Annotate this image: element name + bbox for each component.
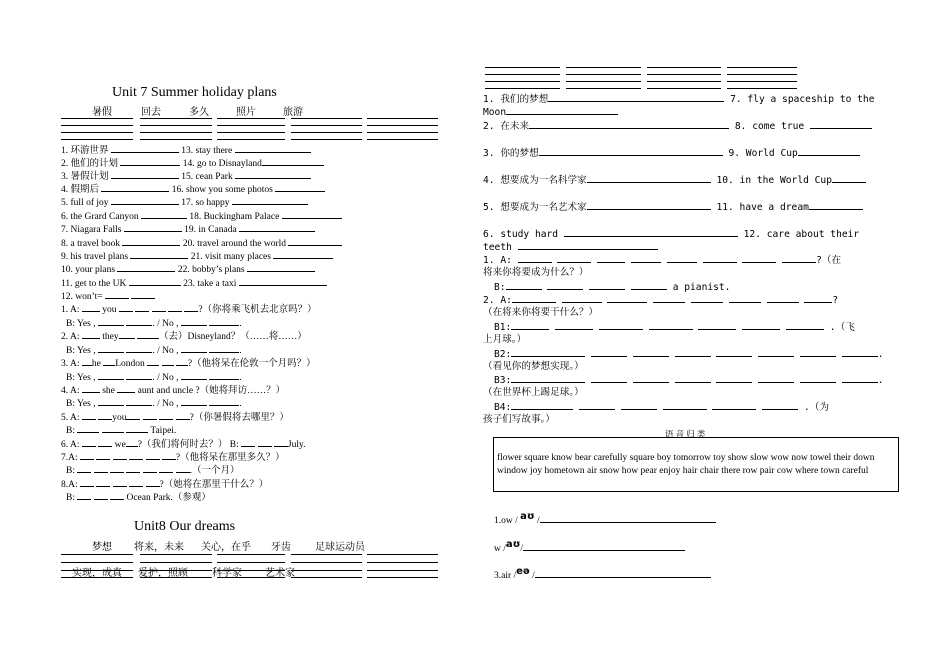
phrase-row: 5. 想要成为一名艺术家 11. have a dream [483, 200, 863, 214]
answer-b4: B4: .（为 [494, 402, 829, 413]
phonics-words: flower square know bear carefully square boy tomorrow toy show slow wow now towel their down window joy hometown air snow how pear enjoy hair chair there row pair cow where town careful [497, 453, 875, 476]
phrase-row: 3. 暑假计划 15. cean Park [61, 169, 311, 184]
vocab-word: 将来，未来 [134, 542, 184, 553]
unit8-title: Unit8 Our dreams [134, 519, 236, 534]
answer-b3-cn: （在世界杯上踢足球。） [483, 387, 584, 398]
phrase-row: 5. full of joy 17. so happy [61, 195, 308, 210]
phrase-row: 12. won’t= [61, 289, 155, 304]
phrase-row: teeth [483, 240, 658, 254]
question-4: 4. A: she aunt and uncle ?（她将拜访……？） [61, 383, 285, 398]
sentence-1-cn: 将来你将要成为什么？） [483, 267, 589, 278]
sentence-2-cn: （在将来你将要干什么？） [483, 307, 599, 318]
phrase-row: 9. his travel plans 21. visit many places [61, 249, 333, 264]
vocab-word: 照片 [236, 107, 256, 118]
vocab-word: 爱护，照顾 [138, 568, 188, 579]
vocab-word: 回去 [141, 107, 161, 118]
answer-4: B: Yes , . / No , . [66, 396, 242, 411]
question-6: 6. A: we ?（我们将何时去？） B: July. [61, 437, 306, 452]
ow-row-1: 1.ow / aʊ / [494, 510, 716, 528]
vocab-word: 多久 [189, 107, 209, 118]
phrase-row: 3. 你的梦想 9. World Cup [483, 146, 860, 160]
vocab-word: 科学家 [212, 568, 242, 579]
answer-b4-cn: 孩子们写故事。） [483, 414, 555, 425]
question-7: 7.A: ?（他将呆在那里多久？） [61, 450, 285, 465]
answer-2: B: Yes , . / No , . [66, 343, 242, 358]
phrase-row: 6. study hard 12. care about their [483, 229, 860, 240]
phrase-row: 4. 想要成为一名科学家 10. in the World Cup [483, 173, 866, 187]
phrase-row: 2. 在未来 8. come true [483, 119, 872, 133]
answer-b1-cn: 上月球。） [483, 334, 527, 345]
phrase-row: 10. your plans 22. bobby’s plans [61, 262, 315, 277]
answer-3: B: Yes , . / No , . [66, 370, 242, 385]
phrase-row: 2. 他们的计划 14. go to Disnayland [61, 156, 324, 171]
phrase-row: Moon [483, 105, 618, 119]
phrase-row: 11. get to the UK 23. take a taxi [61, 276, 327, 291]
sentence-1-answer: B: a pianist. [494, 282, 731, 293]
phrase-row: 4. 假期后 16. show you some photos [61, 182, 325, 197]
question-1: 1. A: you ?（你将乘飞机去北京吗？） [61, 302, 317, 317]
answer-7: B: .（一个月） [66, 463, 240, 478]
question-5: 5. A: you ?（你暑假将去哪里？） [61, 410, 289, 425]
vocab-word: 牙齿 [271, 542, 291, 553]
answer-1: B: Yes , . / No , . [66, 316, 242, 331]
answer-b1: B1: .（飞 [494, 322, 855, 333]
vocab-word: 梦想 [92, 542, 112, 553]
question-8: 8.A: ?（她将在那里干什么？） [61, 477, 268, 492]
phrase-row: 8. a travel book 20. travel around the world [61, 236, 342, 251]
unit7-title: Unit 7 Summer holiday plans [112, 85, 277, 100]
vocab-word: 暑假 [92, 107, 112, 118]
answer-b3: B3: . [494, 375, 884, 386]
phrase-row: 6. the Grard Canyon 18. Buckingham Palace [61, 209, 342, 224]
answer-8: B: Ocean Park.（参观） [66, 490, 211, 505]
phonics-title: 语 音 归 类 [665, 429, 706, 439]
ow-row-2: w /aʊ/ [494, 538, 685, 556]
question-2: 2. A: they （去）Disneyland？（……将……） [61, 329, 307, 344]
sentence-1: 1. A: ?（在 [483, 255, 842, 266]
answer-b2-cn: （看见你的梦想实现。） [483, 361, 584, 372]
answer-b2: B2: . [494, 349, 884, 360]
answer-5: B: Taipei. [66, 423, 176, 438]
vocab-word: 旅游 [283, 107, 303, 118]
vocab-word: 关心，在乎 [201, 542, 251, 553]
vocab-word: 足球运动员 [315, 542, 365, 553]
vocab-word: 艺术家 [265, 568, 295, 579]
phrase-row: 1. 环游世界 13. stay there [61, 143, 311, 158]
vocab-word: 实现，成真 [72, 568, 122, 579]
sentence-2: 2. A: ? [483, 295, 839, 306]
phrase-row: 7. Niagara Falls 19. in Canada [61, 222, 315, 237]
air-row: 3.air /eə / [494, 565, 711, 583]
phrase-row: 1. 我们的梦想 7. fly a spaceship to the [483, 94, 875, 105]
question-3: 3. A: he London ?（他将呆在伦敦一个月吗？） [61, 356, 316, 371]
